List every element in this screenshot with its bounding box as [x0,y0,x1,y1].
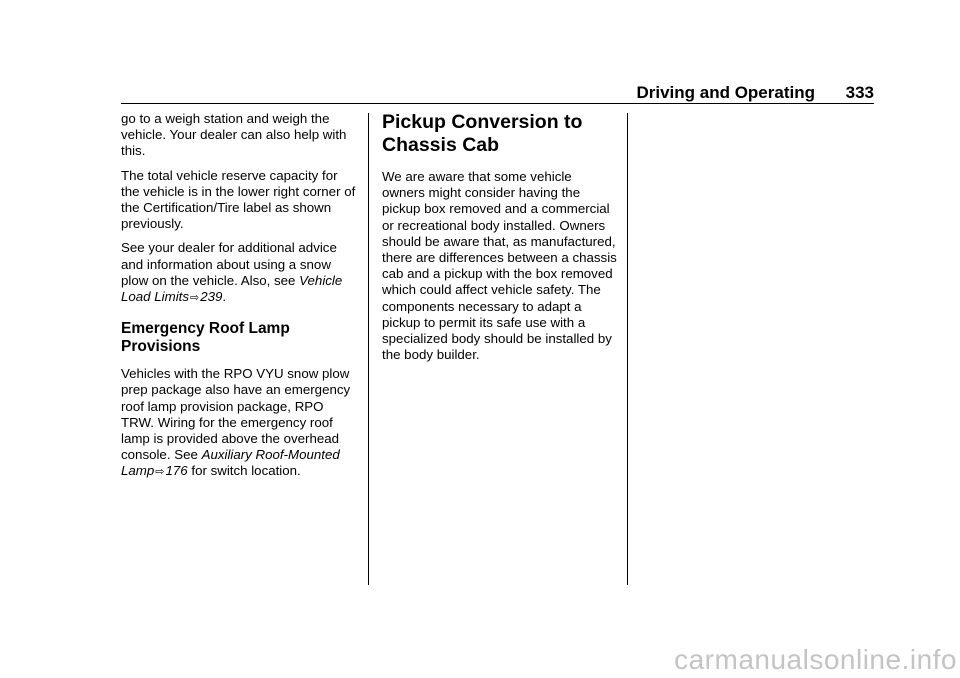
paragraph [121,240,357,306]
page-arrow-icon: ⇨ [190,292,200,305]
cross-reference-link[interactable]: Auxiliary Roof-Mounted Lamp [121,447,340,479]
column-middle [382,111,618,371]
column-divider [368,113,369,585]
main-heading: Pickup Conversion to Chassis Cab [382,111,583,156]
column-divider [627,113,628,585]
section-heading: Emergency Roof Lamp Provisions [121,320,290,356]
page-arrow-icon: ⇨ [155,466,165,479]
paragraph-text: Vehicles with the RPO VYU snow plow prep package also have an emergency roof lamp provision package, RPO TRW. Wiring for the emergency roof lamp is provided above the overhead console. See [121,366,351,463]
paragraph-text: See your dealer for additional advice and information about using a snow plow on the vehicle. Also, see [121,240,337,288]
header-divider [121,103,874,104]
page-number: 333 [845,83,874,102]
paragraph: The total vehicle reserve capacity for the vehicle is in the lower right corner of the Certification/Tire label as shown previously. [121,167,356,232]
cross-reference-page[interactable]: 176 [165,463,188,479]
cross-reference-link[interactable]: Vehicle Load Limits [121,272,343,305]
cross-reference-page[interactable]: 239 [200,289,223,305]
column-left [121,111,357,489]
paragraph: We are aware that some vehicle owners might consider having the pickup box removed and a commercial or recreational body installed. Owners should be aware that, as manufactured, there are differences between a chassis cab and a pickup with the box removed which could affect vehicle safety. The components necessary to adapt a pickup to permit its safe use with a specialized body should be installed by the body builder. [382,169,617,363]
paragraph-end: for switch location. [191,463,301,479]
watermark-text: carmanualsonline.info [674,644,957,675]
paragraph: go to a weigh station and weigh the vehicle. Your dealer can also help with this. [121,111,347,159]
section-title: Driving and Operating [636,83,815,102]
paragraph-end: . [222,289,227,305]
paragraph [121,366,357,480]
